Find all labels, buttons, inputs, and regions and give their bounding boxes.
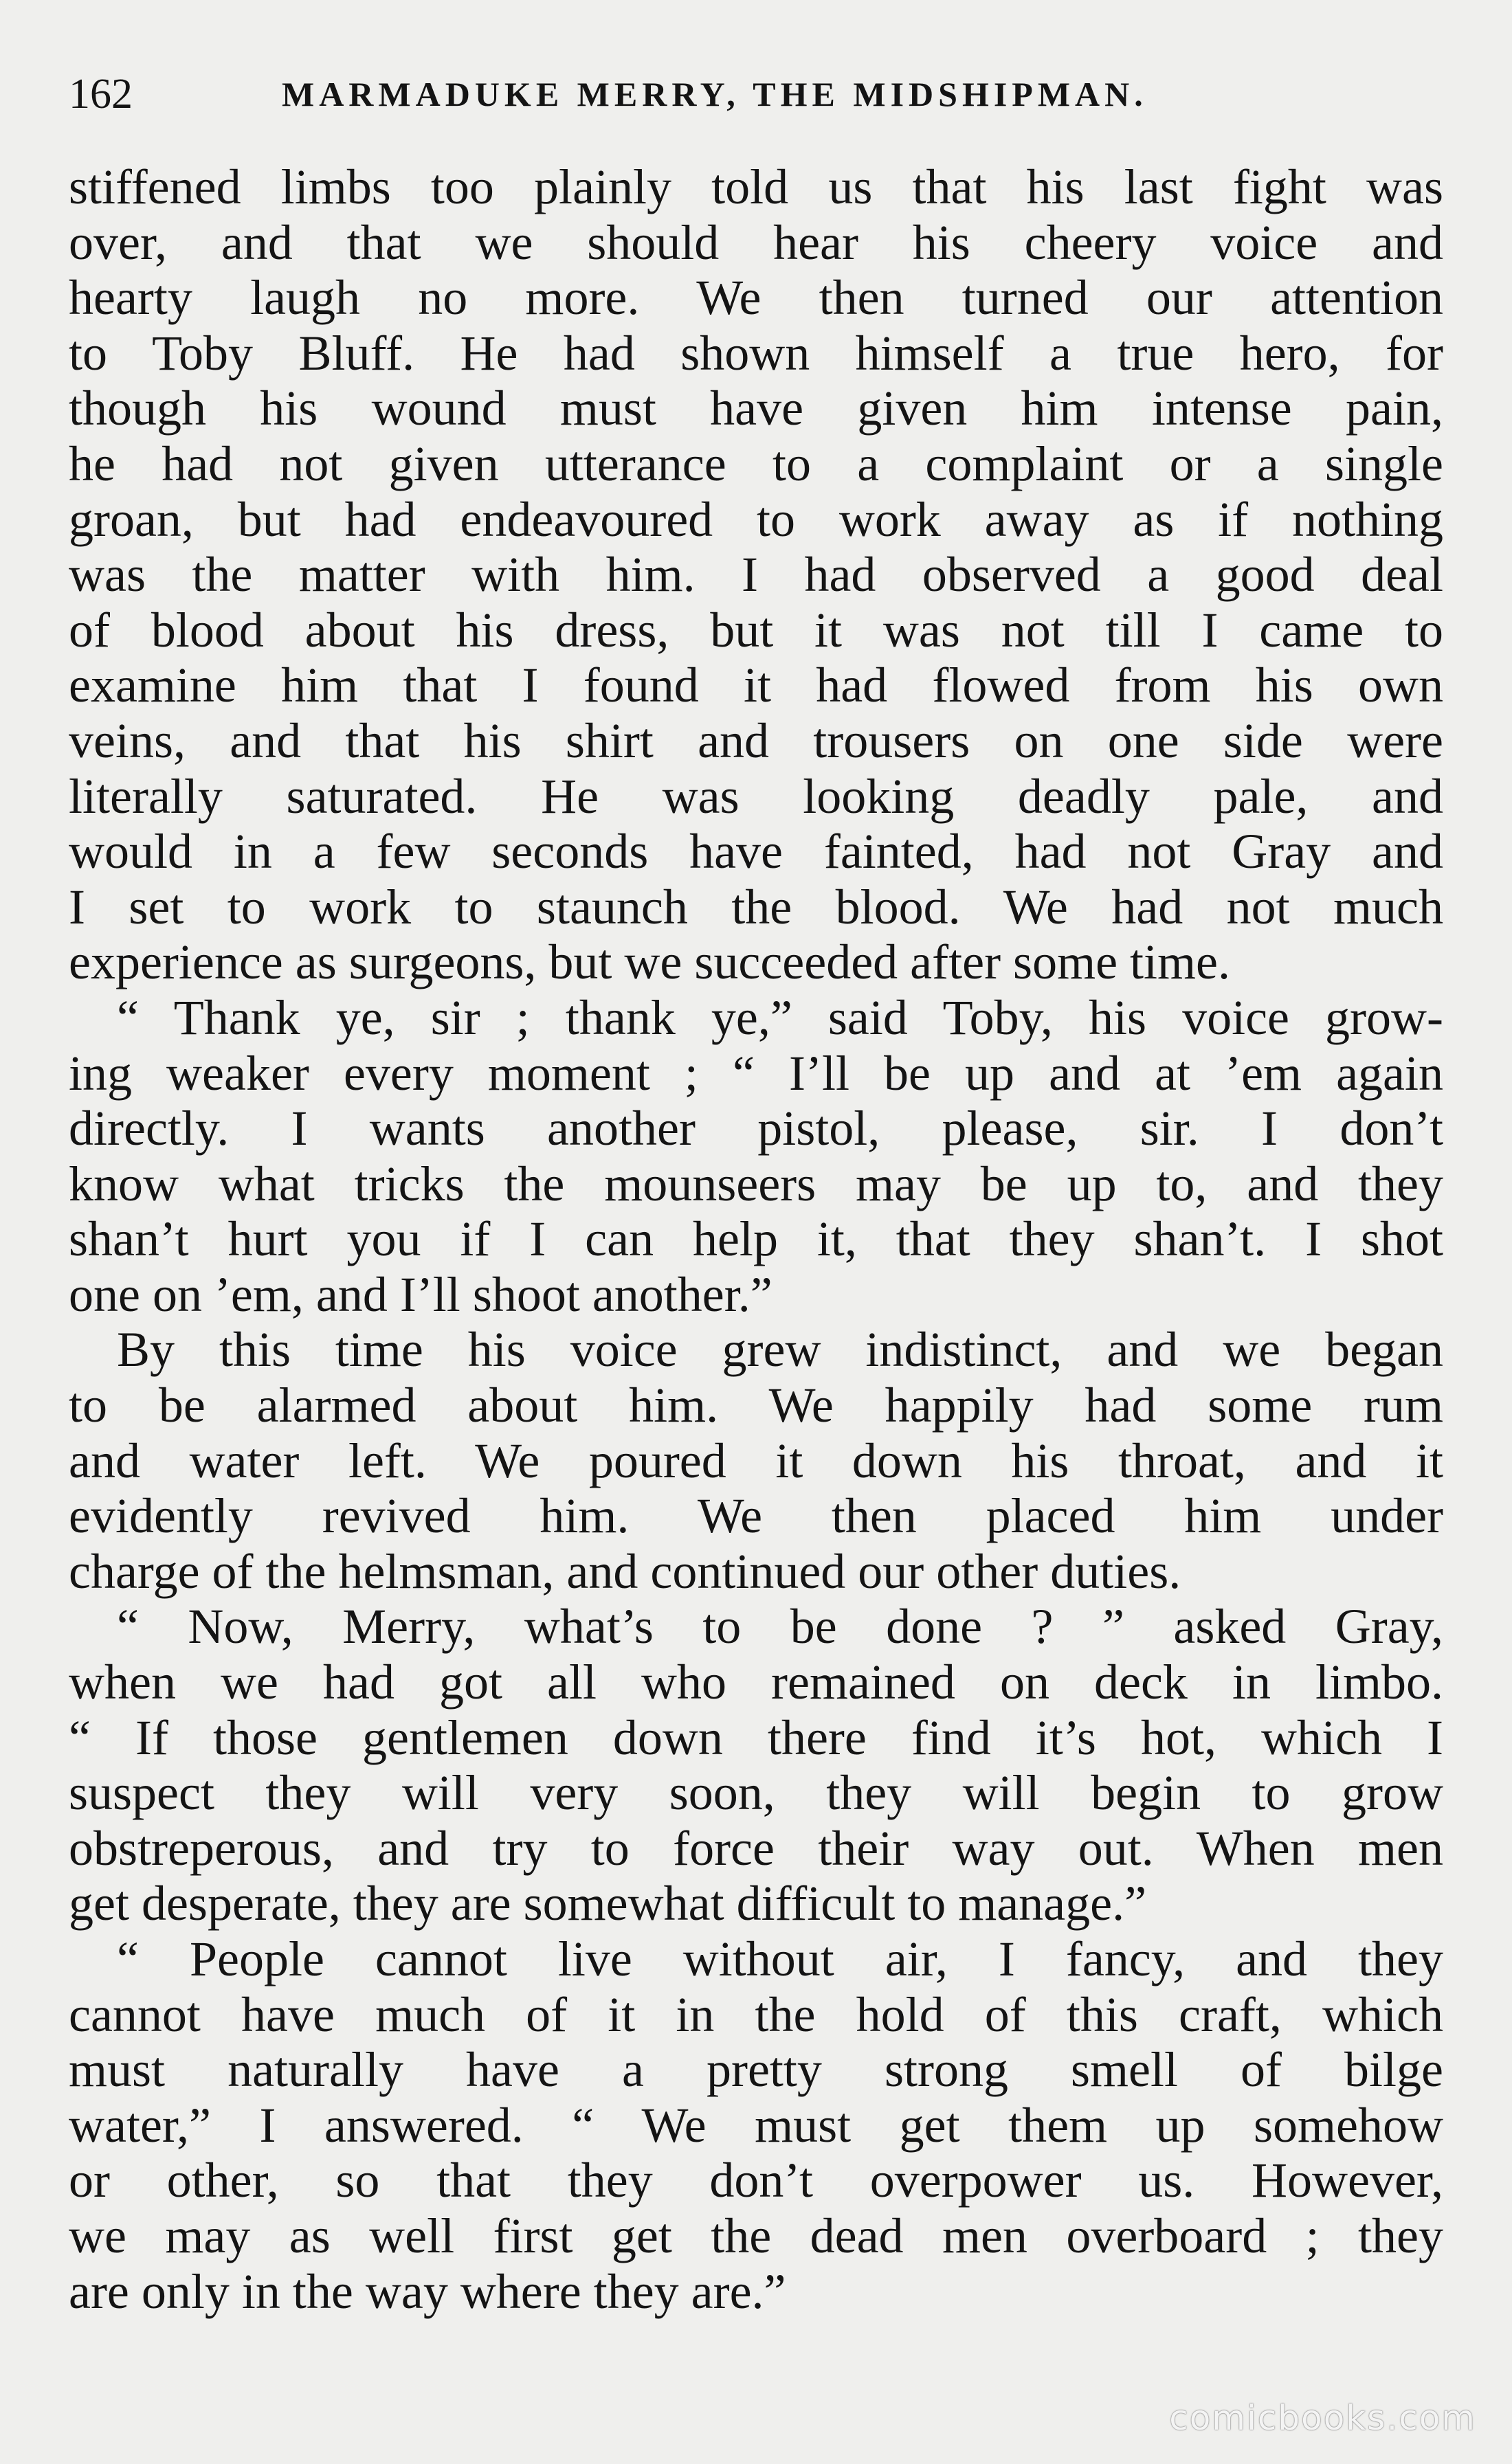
text-line: to Toby Bluff. He had shown himself a true hero, for <box>69 325 1443 381</box>
text-line: literally saturated. He was looking deadly pale, and <box>69 768 1443 824</box>
text-line: obstreperous, and try to force their way out. When men <box>69 1820 1443 1876</box>
text-line: over, and that we should hear his cheery voice and <box>69 214 1443 270</box>
text-line: though his wound must have given him intense pain, <box>69 381 1443 436</box>
text-line: “ People cannot live without air, I fancy, and they <box>117 1931 1443 1986</box>
text-line: or other, so that they don’t overpower us. However, <box>69 2153 1443 2208</box>
text-line: By this time his voice grew indistinct, and we began <box>117 1322 1443 1378</box>
text-line: get desperate, they are somewhat difficult to manage.” <box>69 1876 1147 1931</box>
text-line: cannot have much of it in the hold of this craft, which <box>69 1986 1443 2042</box>
text-line: examine him that I found it had flowed from his own <box>69 658 1443 713</box>
text-line: must naturally have a pretty strong smell of bilge <box>69 2042 1443 2098</box>
running-head <box>69 63 1443 125</box>
text-line: when we had got all who remained on deck in limbo. <box>69 1655 1443 1710</box>
paragraph <box>69 1599 1443 1931</box>
paragraph <box>69 1931 1443 2319</box>
text-line: would in a few seconds have fainted, had not Gray and <box>69 824 1443 880</box>
text-line: experience as surgeons, but we succeeded after some time. <box>69 934 1230 990</box>
paragraph <box>69 990 1443 1323</box>
text-line: “ Now, Merry, what’s to be done ? ” asked Gray, <box>117 1599 1443 1655</box>
text-line: water,” I answered. “ We must get them up somehow <box>69 2097 1443 2153</box>
text-line: directly. I wants another pistol, please, sir. I don’t <box>69 1101 1443 1156</box>
text-line: shan’t hurt you if I can help it, that they shan’t. I shot <box>69 1211 1443 1267</box>
text-line: he had not given utterance to a complaint or a single <box>69 436 1443 491</box>
text-line: of blood about his dress, but it was not till I came to <box>69 602 1443 658</box>
text-line: groan, but had endeavoured to work away as if nothing <box>69 491 1443 547</box>
text-line: evidently revived him. We then placed him under <box>69 1488 1443 1544</box>
book-title: MARMADUKE MERRY, THE MIDSHIPMAN. <box>282 75 1148 113</box>
text-line: I set to work to staunch the blood. We had not much <box>69 879 1443 934</box>
text-line: stiffened limbs too plainly told us that his last fight was <box>69 159 1443 214</box>
text-line: know what tricks the mounseers may be up to, and they <box>69 1156 1443 1211</box>
text-line: charge of the helmsman, and continued our other duties. <box>69 1543 1181 1599</box>
text-line: we may as well first get the dead men overboard ; they <box>69 2208 1443 2263</box>
body-text <box>69 159 1443 2319</box>
text-line: to be alarmed about him. We happily had some rum <box>69 1378 1443 1433</box>
paragraph <box>69 159 1443 990</box>
text-line: ing weaker every moment ; “ I’ll be up and at ’em again <box>69 1045 1443 1101</box>
text-line: “ Thank ye, sir ; thank ye,” said Toby, his voice grow- <box>117 989 1443 1045</box>
watermark: comicbooks.com <box>1169 2398 1476 2438</box>
text-line: and water left. We poured it down his throat, and it <box>69 1433 1443 1488</box>
text-line: veins, and that his shirt and trousers on one side were <box>69 713 1443 768</box>
text-line: hearty laugh no more. We then turned our attention <box>69 270 1443 326</box>
paragraph <box>69 1322 1443 1599</box>
text-line: suspect they will very soon, they will begin to grow <box>69 1765 1443 1821</box>
text-line: one on ’em, and I’ll shoot another.” <box>69 1266 772 1322</box>
text-line: “ If those gentlemen down there find it’s hot, which I <box>69 1710 1443 1765</box>
text-line: was the matter with him. I had observed a good deal <box>69 547 1443 603</box>
page-number: 162 <box>69 71 133 117</box>
text-line: are only in the way where they are.” <box>69 2263 786 2319</box>
